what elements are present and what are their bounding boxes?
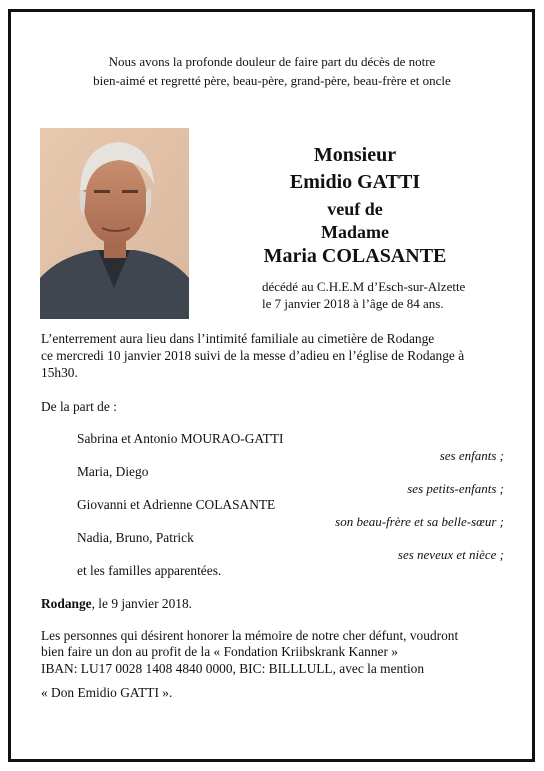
death-place: décédé au C.H.E.M d’Esch-sur-Alzette	[262, 279, 466, 294]
spouse-name: Maria COLASANTE	[263, 245, 447, 267]
title-monsieur: Monsieur	[313, 144, 397, 166]
funeral-line-1: L’enterrement aura lieu dans l’intimité familiale au cimetière de Rodange	[41, 331, 435, 346]
widower-label: veuf de	[327, 199, 383, 219]
family-relation: son beau-frère et sa belle-sœur ;	[335, 514, 504, 529]
funeral-line-2: ce mercredi 10 janvier 2018 suivi de la messe d’adieu en l’église de Rodange à	[41, 348, 465, 363]
family-names: Giovanni et Adrienne COLASANTE	[77, 497, 276, 512]
funeral-line-3: 15h30.	[41, 365, 78, 380]
from-label: De la part de :	[41, 399, 117, 414]
family-names: Maria, Diego	[77, 464, 149, 479]
place-date	[41, 596, 192, 612]
portrait-photo	[40, 128, 189, 319]
family-names: Sabrina et Antonio MOURAO-GATTI	[77, 431, 284, 446]
place-name: Rodange	[41, 596, 92, 611]
family-relation: ses petits-enfants ;	[407, 481, 504, 496]
donation-line-1: Les personnes qui désirent honorer la mémoire de notre cher défunt, voudront	[41, 628, 459, 643]
family-names: Nadia, Bruno, Patrick	[77, 530, 194, 545]
donation-line-4: « Don Emidio GATTI ».	[41, 685, 173, 700]
family-relation: ses enfants ;	[439, 448, 504, 463]
family-names: et les familles apparentées.	[77, 563, 222, 578]
title-madame: Madame	[321, 222, 389, 242]
death-date: le 7 janvier 2018 à l’âge de 84 ans.	[262, 296, 444, 311]
intro-line-2: bien-aimé et regretté père, beau-père, grand-père, beau-frère et oncle	[93, 73, 451, 88]
notice-date: , le 9 janvier 2018.	[91, 596, 193, 611]
donation-line-2: bien faire un don au profit de la « Fondation Kriibskrank Kanner »	[41, 644, 398, 659]
deceased-name: Emidio GATTI	[289, 171, 421, 193]
intro-line-1: Nous avons la profonde douleur de faire part du décès de notre	[108, 54, 436, 69]
portrait-icon	[40, 128, 189, 319]
donation-line-3: IBAN: LU17 0028 1408 4840 0000, BIC: BILLLULL, avec la mention	[41, 661, 425, 676]
family-relation: ses neveux et nièce ;	[397, 547, 504, 562]
